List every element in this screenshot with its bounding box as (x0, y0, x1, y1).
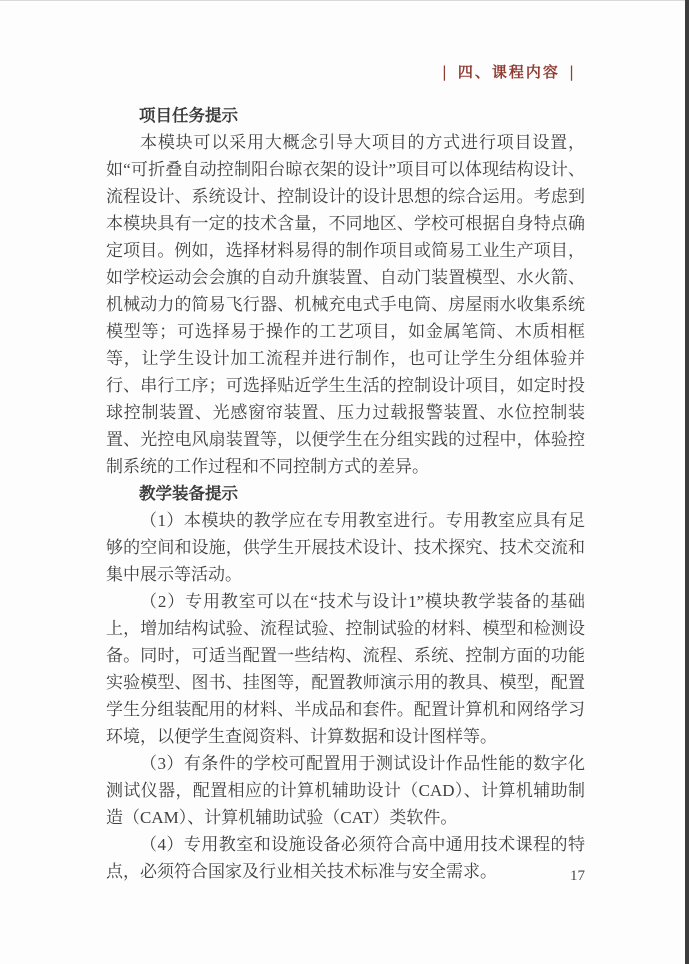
paragraph-equipment-3: （3）有条件的学校可配置用于测试设计作品性能的数字化测试仪器，配置相应的计算机辅助设计（CAD）、计算机辅助制造（CAM）、计算机辅助试验（CAT）类软件。 (106, 754, 585, 827)
header-right-bar: | (568, 63, 576, 81)
page-top-edge-line (0, 0, 689, 1)
page-right-edge-strip (685, 0, 689, 964)
page-number: 17 (570, 868, 585, 884)
page-body (106, 102, 585, 885)
paragraph-project-tasks: 本模块可以采用大概念引导大项目的方式进行项目设置，如“可折叠自动控制阳台晾衣架的设计”项目可以体现结构设计、流程设计、系统设计、控制设计的设计思想的综合运用。考虑到本模块具有一定的技术含量，不同地区、学校可根据自身特点确定项目。例如，选择材料易得的制作项目或简易工业生产项目，如学校运动会会旗的自动升旗装置、自动门装置模型、水火箭、机械动力的简易飞行器、机械充电式手电筒、房屋雨水收集系统模型等；可选择易于操作的工艺项目，如金属笔筒、木质相框等，让学生设计加工流程并进行制作，也可让学生分组体验并行、串行工序；可选择贴近学生生活的控制设计项目，如定时投球控制装置、光感窗帘装置、压力过载报警装置、水位控制装置、光控电风扇装置等，以便学生在分组实践的过程中，体验控制系统的工作过程和不同控制方式的差异。 (106, 133, 585, 476)
section-heading-project-tasks: 项目任务提示 (139, 106, 238, 125)
chapter-title: 四、课程内容 (457, 63, 560, 81)
paragraph-equipment-4: （4）专用教室和设施设备必须符合高中通用技术课程的特点，必须符合国家及行业相关技术标准与安全需求。 (106, 835, 585, 881)
section-heading-teaching-equipment: 教学装备提示 (139, 484, 238, 503)
header-left-bar: | (441, 63, 449, 81)
running-header (433, 61, 585, 82)
paragraph-equipment-2: （2）专用教室可以在“技术与设计1”模块教学装备的基础上，增加结构试验、流程试验、控制试验的材料、模型和检测设备。同时，可适当配置一些结构、流程、系统、控制方面的功能实验模型、图书、挂图等，配置教师演示用的教具、模型，配置学生分组装配用的材料、半成品和套件。配置计算机和网络学习环境，以便学生查阅资料、计算数据和设计图样等。 (106, 592, 585, 746)
paragraph-equipment-1: （1）本模块的教学应在专用教室进行。专用教室应具有足够的空间和设施，供学生开展技术设计、技术探究、技术交流和集中展示等活动。 (106, 511, 585, 584)
